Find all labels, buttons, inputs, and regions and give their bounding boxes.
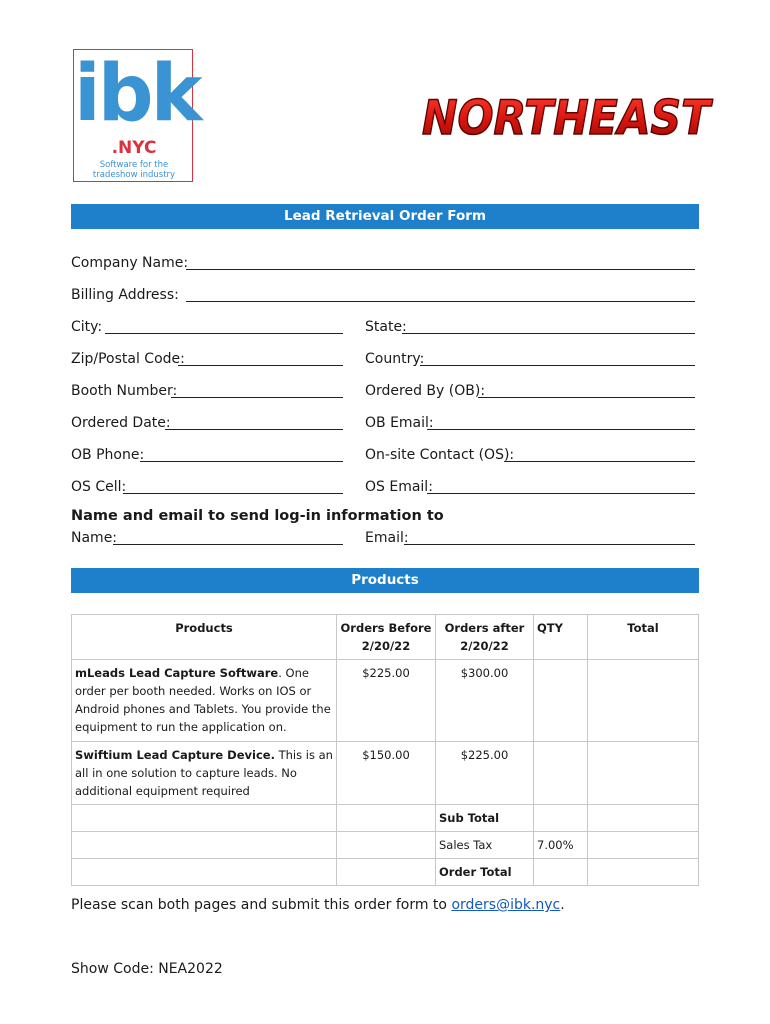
northeast-logo-text: NORTHEAST <box>422 91 714 144</box>
submit-text: Please scan both pages and submit this order form to <box>71 897 452 913</box>
os-cell-input[interactable] <box>123 493 343 494</box>
table-row <box>72 660 699 742</box>
northeast-logo <box>416 86 716 144</box>
login-heading: Name and email to send log-in information to <box>71 508 444 524</box>
ob-email-label: OB Email: <box>365 415 434 431</box>
company-input[interactable] <box>186 269 695 270</box>
ibk-tagline-line2: tradeshow industry <box>92 170 176 180</box>
subtotal-label: Sub Total <box>436 805 534 832</box>
table-header-row <box>72 615 699 660</box>
booth-input[interactable] <box>171 397 343 398</box>
product-name: Swiftium Lead Capture Device. <box>75 748 275 762</box>
qty-cell[interactable] <box>534 742 588 805</box>
city-label: City: <box>71 319 103 335</box>
name-label: Name: <box>71 530 118 546</box>
qty-cell[interactable] <box>534 660 588 742</box>
sales-tax-row <box>72 832 699 859</box>
orders-email-link[interactable]: orders@ibk.nyc <box>451 897 561 913</box>
email-input[interactable] <box>404 544 695 545</box>
table-row <box>72 742 699 805</box>
submit-text-end: . <box>560 897 565 913</box>
ibk-logo-word: ibk <box>74 49 200 139</box>
company-label: Company Name: <box>71 255 189 271</box>
subtotal-row <box>72 805 699 832</box>
product-desc: This is an all in one solution to capture leads. No additional equipment required <box>75 748 333 798</box>
total-cell[interactable] <box>588 660 699 742</box>
ibk-tagline-line1: Software for the <box>99 160 169 170</box>
ordered-by-input[interactable] <box>478 397 695 398</box>
form-title-bar: Lead Retrieval Order Form <box>71 204 699 229</box>
city-input[interactable] <box>105 333 343 334</box>
ordered-date-label: Ordered Date: <box>71 415 171 431</box>
ob-phone-label: OB Phone: <box>71 447 145 463</box>
billing-label: Billing Address: <box>71 287 179 303</box>
ob-email-input[interactable] <box>427 429 695 430</box>
product-cell <box>72 742 337 805</box>
ordered-date-input[interactable] <box>165 429 343 430</box>
name-input[interactable] <box>113 544 343 545</box>
submit-instructions <box>71 896 565 914</box>
header-qty: QTY <box>534 615 588 660</box>
os-cell-label: OS Cell: <box>71 479 127 495</box>
sales-tax-label: Sales Tax <box>436 832 534 859</box>
products-title-bar: Products <box>71 568 699 593</box>
order-total-row <box>72 859 699 886</box>
header-orders-after: Orders after 2/20/22 <box>436 615 534 660</box>
ibk-logo-suffix: .NYC <box>111 138 157 158</box>
os-email-input[interactable] <box>427 493 695 494</box>
order-total-label: Order Total <box>436 859 534 886</box>
price-after-cell: $300.00 <box>436 660 534 742</box>
header-orders-before: Orders Before 2/20/22 <box>337 615 436 660</box>
show-code: Show Code: NEA2022 <box>71 961 223 977</box>
sales-tax-value[interactable] <box>588 832 699 859</box>
ibk-logo <box>73 49 200 182</box>
products-table <box>71 614 699 886</box>
order-total-value[interactable] <box>588 859 699 886</box>
ibk-logo-tagline <box>74 160 194 180</box>
os-email-label: OS Email: <box>365 479 433 495</box>
zip-input[interactable] <box>178 365 343 366</box>
subtotal-value[interactable] <box>588 805 699 832</box>
onsite-contact-label: On-site Contact (OS): <box>365 447 515 463</box>
email-label: Email: <box>365 530 409 546</box>
country-input[interactable] <box>420 365 695 366</box>
booth-label: Booth Number: <box>71 383 178 399</box>
header-total: Total <box>588 615 699 660</box>
product-desc: . One order per booth needed. Works on IOS or Android phones and Tablets. You provide the equipment to run the application on. <box>75 666 331 734</box>
country-label: Country: <box>365 351 425 367</box>
total-cell[interactable] <box>588 742 699 805</box>
ordered-by-label: Ordered By (OB): <box>365 383 486 399</box>
product-name: mLeads Lead Capture Software <box>75 666 279 680</box>
state-input[interactable] <box>402 333 695 334</box>
sales-tax-rate: 7.00% <box>534 832 588 859</box>
price-before-cell: $225.00 <box>337 660 436 742</box>
ob-phone-input[interactable] <box>140 461 343 462</box>
header-products: Products <box>72 615 337 660</box>
onsite-contact-input[interactable] <box>504 461 695 462</box>
price-before-cell: $150.00 <box>337 742 436 805</box>
product-cell <box>72 660 337 742</box>
state-label: State: <box>365 319 407 335</box>
billing-input[interactable] <box>186 301 695 302</box>
zip-label: Zip/Postal Code: <box>71 351 185 367</box>
price-after-cell: $225.00 <box>436 742 534 805</box>
